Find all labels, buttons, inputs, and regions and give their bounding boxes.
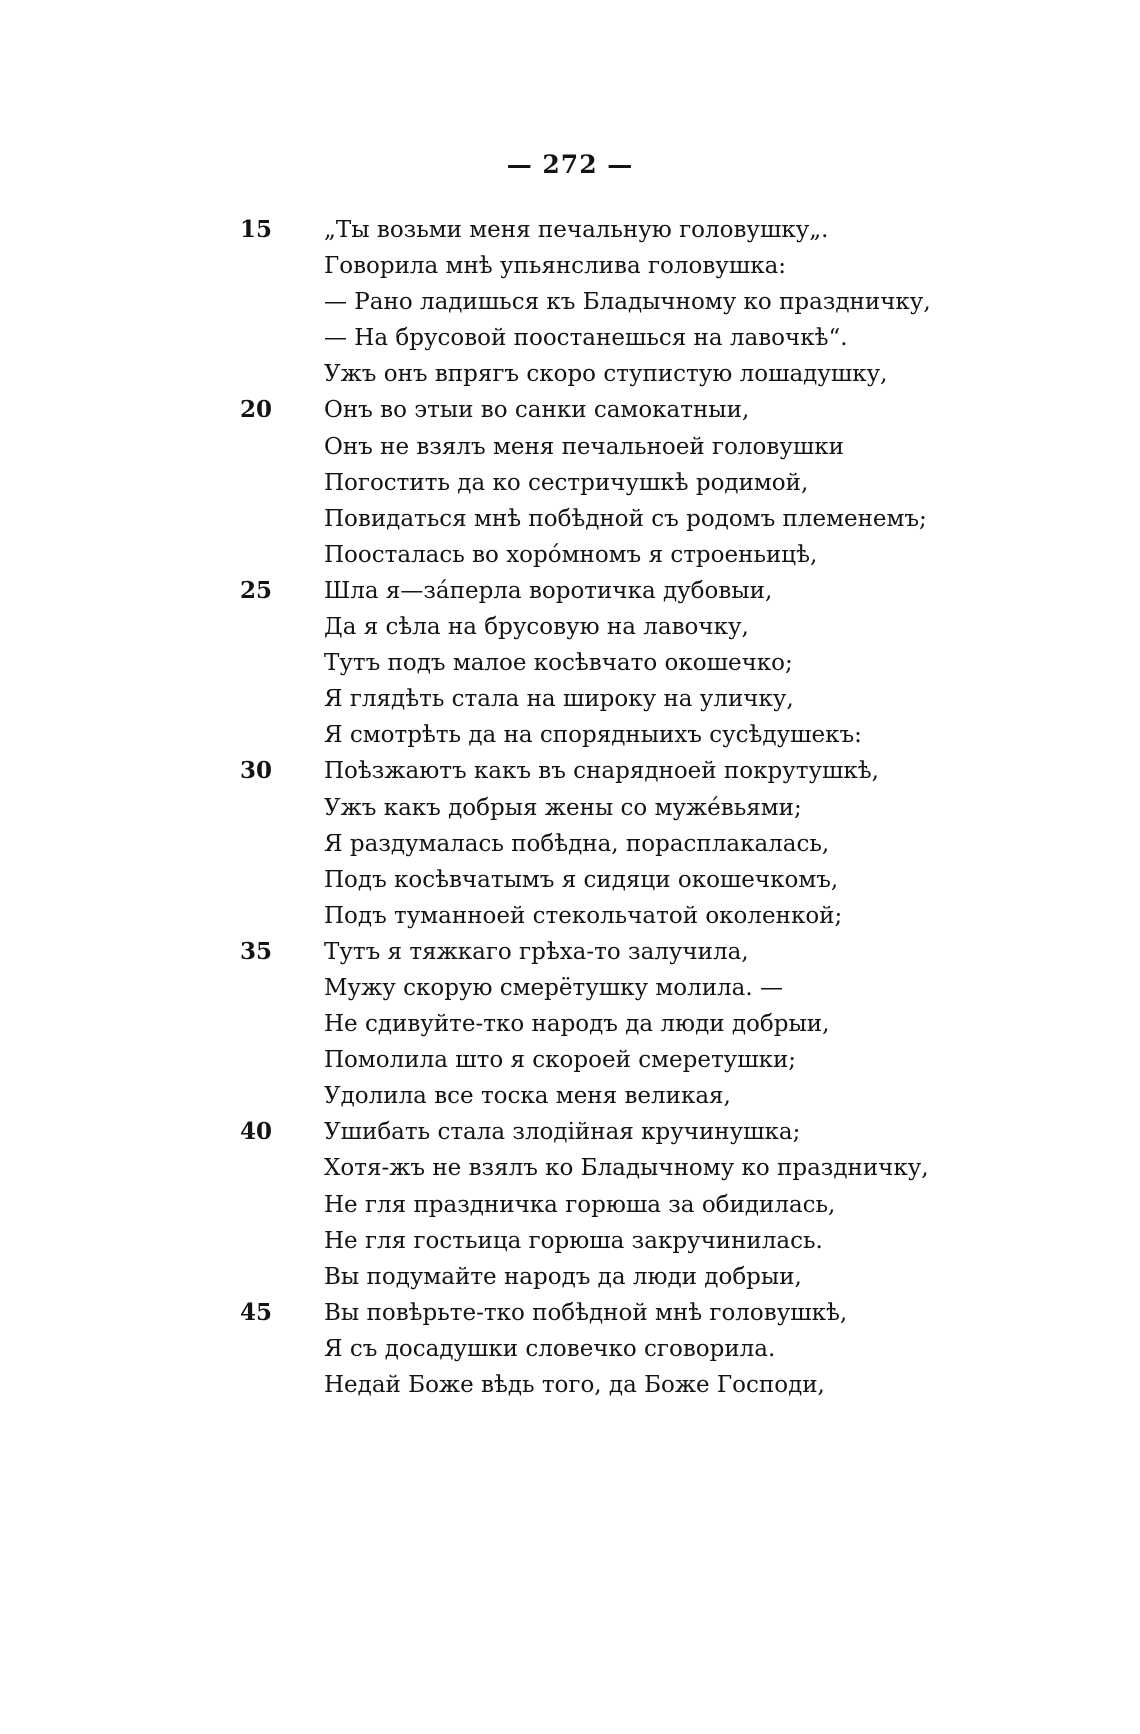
line-number: 20 [240,396,273,424]
poem-line [284,429,1104,465]
line-text: Вы подумайте народъ да люди добрыи, [324,1263,802,1290]
line-text: Подъ косѣвчатымъ я сидяци окошечкомъ, [324,866,839,893]
line-text: Я смотрѣть да на спорядныихъ сусѣдушекъ: [324,722,862,749]
poem-line [240,392,1104,428]
line-text: Помолила што я скороей смеретушки; [324,1047,797,1074]
line-text: Недай Боже вѣдь того, да Боже Господи, [324,1372,825,1398]
line-text: — Рано ладишься къ Бладычному ко праздничку, [324,289,931,316]
poem-body [240,212,1104,1403]
poem-line [284,537,1104,573]
line-number: 35 [240,937,273,965]
line-text: Ушибать стала злодiйная кручинушка; [324,1119,801,1146]
poem-line [284,501,1104,537]
poem-line [240,1114,1104,1150]
line-text: „Ты возьми меня печальную головушку„. [324,217,829,243]
line-text: Тутъ я тяжкаго грѣха-то залучила, [324,938,749,965]
line-text: Погостить да ко сестричушкѣ родимой, [324,469,809,496]
poem-line [284,320,1104,356]
line-number: 15 [240,216,273,243]
poem-line [284,248,1104,284]
poem-line [284,681,1104,717]
poem-line [284,609,1104,645]
line-text: Поѣзжаютъ какъ въ снарядноей покрутушкѣ, [324,758,879,785]
line-text: Я съ досадушки словечко сговорила. [324,1335,776,1362]
line-text: Тутъ подъ малое косѣвчато окошечко; [324,650,793,677]
poem-line [240,934,1104,970]
line-text: Я глядѣть стала на широку на уличку, [324,686,794,713]
poem-line [284,1078,1104,1114]
poem-line [240,753,1104,789]
line-text: Не гля праздничка горюша за обидилась, [324,1191,836,1218]
line-text: Да я сѣла на брусовую на лавочку, [324,614,749,641]
line-text: Не сдивуйте-тко народъ да люди добрыи, [324,1011,830,1038]
poem-line [284,862,1104,898]
page-number: — 272 — [506,150,634,179]
poem-line [284,1187,1104,1223]
poem-line [284,1150,1104,1186]
poem-line [284,970,1104,1006]
line-number: 25 [240,576,273,604]
poem-line [240,212,1104,248]
line-text: Удолила все тоска меня великая, [324,1083,731,1110]
poem-line [284,1042,1104,1078]
line-text: Шла я—за́перла воротичка дубовыи, [324,577,773,604]
poem-line [284,1006,1104,1042]
poem-line [284,465,1104,501]
poem-line [284,1367,1104,1403]
line-text: Хотя-жъ не взялъ ко Бладычному ко праздничку, [324,1155,929,1182]
line-text: Вы повѣрьте-тко побѣдной мнѣ головушкѣ, [324,1299,848,1326]
poem-line [284,356,1104,392]
line-text: Мужу скорую смерётушку молила. — [324,974,783,1001]
poem-line [284,790,1104,826]
poem-line [284,1331,1104,1367]
poem-line [284,645,1104,681]
line-text: — На брусовой поостанешься на лавочкѣ“. [324,325,848,352]
line-text: Говорила мнѣ упьянслива головушка: [324,253,787,280]
line-text: Онъ во этыи во санки самокатныи, [324,397,750,424]
line-text: Онъ не взялъ меня печальноей головушки [324,433,844,460]
poem-line [284,717,1104,753]
line-number: 40 [240,1118,273,1146]
line-text: Повидаться мнѣ побѣдной съ родомъ племенемъ; [324,505,927,532]
line-text: Ужъ какъ добрыя жены со муже́вьями; [324,794,802,821]
poem-line [284,284,1104,320]
poem-line [284,898,1104,934]
line-text: Не гля гостьица горюша закручинилась. [324,1227,823,1254]
line-text: Я раздумалась побѣдна, порасплакалась, [324,830,830,857]
line-number: 30 [240,757,273,785]
poem-line [240,573,1104,609]
line-text: Ужъ онъ впрягъ скоро ступистую лошадушку, [324,361,888,388]
poem-line [284,1259,1104,1295]
poem-line [240,1295,1104,1331]
line-text: Подъ туманноей стекольчатой околенкой; [324,902,843,929]
poem-line [284,1223,1104,1259]
poem-line [284,826,1104,862]
line-text: Поосталась во хоро́мномъ я строеньицѣ, [324,541,818,568]
line-number: 45 [240,1298,273,1326]
